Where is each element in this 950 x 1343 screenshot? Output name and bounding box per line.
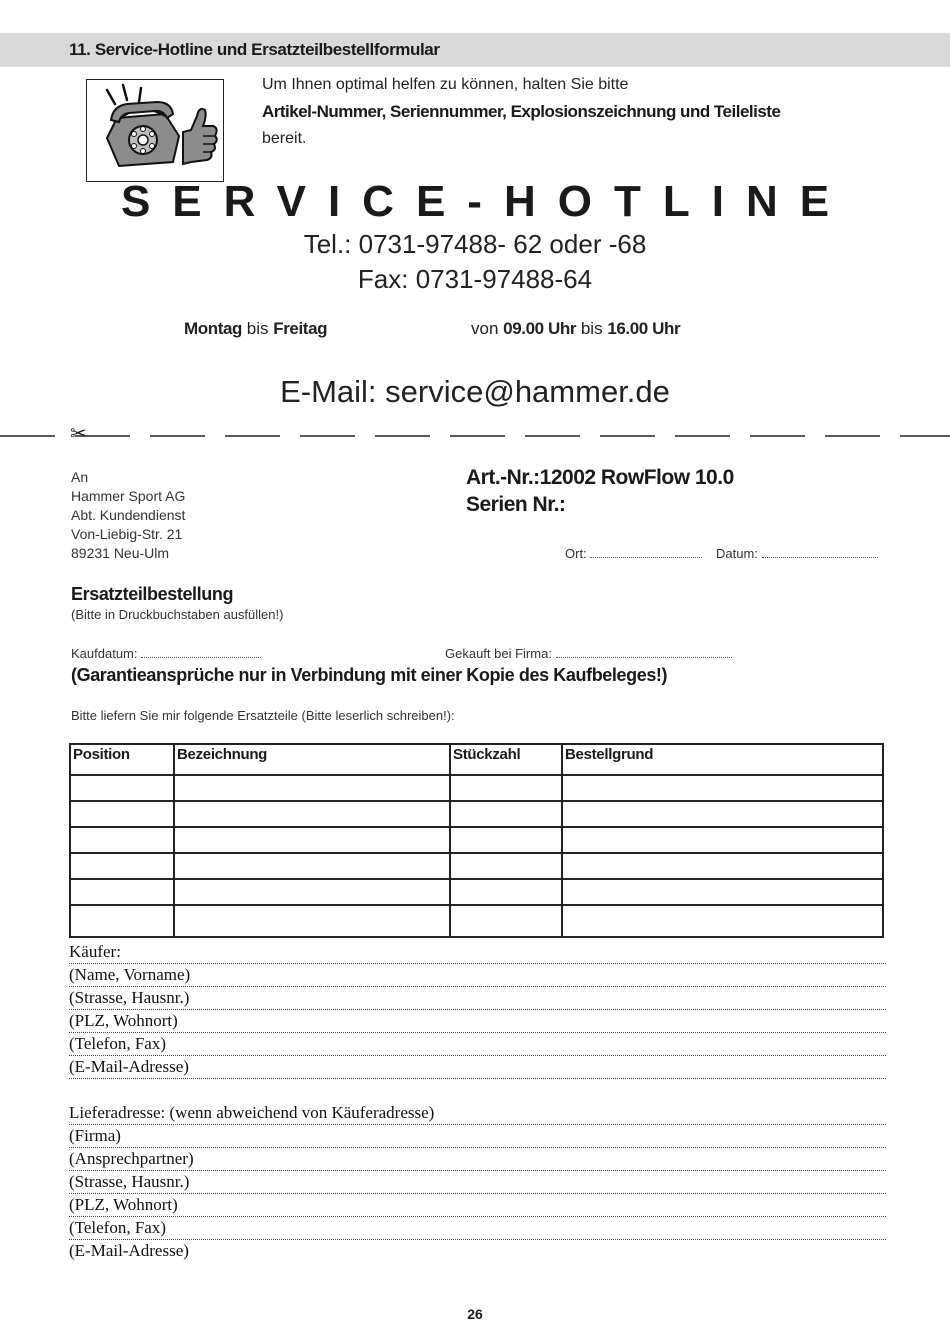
delivery-contact-field[interactable]: (Ansprechpartner) [69, 1148, 886, 1171]
firma-dots[interactable] [556, 648, 732, 658]
table-cell[interactable] [174, 879, 450, 905]
table-cell[interactable] [562, 801, 883, 827]
buyer-heading[interactable]: Käufer: [69, 941, 886, 964]
address-line: Abt. Kundendienst [71, 507, 186, 523]
table-cell[interactable] [174, 853, 450, 879]
delivery-company-field[interactable]: (Firma) [69, 1125, 886, 1148]
order-instruction: Bitte liefern Sie mir folgende Ersatzteile (Bitte leserlich schreiben!): [71, 708, 455, 723]
table-cell[interactable] [70, 905, 174, 937]
cut-line [0, 428, 950, 444]
col-bezeichnung: Bezeichnung [174, 744, 450, 775]
table-cell[interactable] [174, 775, 450, 801]
hotline-email: E-Mail: service@hammer.de [280, 374, 670, 409]
firma-field[interactable] [445, 646, 732, 661]
col-position: Position [70, 744, 174, 775]
hours-day-to: Freitag [273, 319, 328, 338]
table-cell[interactable] [70, 775, 174, 801]
table-cell[interactable] [450, 775, 562, 801]
table-row [70, 853, 883, 879]
buyer-name-field[interactable]: (Name, Vorname) [69, 964, 886, 987]
table-cell[interactable] [562, 879, 883, 905]
table-cell[interactable] [450, 879, 562, 905]
hours-days [184, 319, 327, 339]
serial-number-label: Serien Nr.: [466, 493, 566, 516]
intro-line-3: bereit. [262, 130, 307, 147]
address-line: An [71, 469, 89, 485]
table-cell[interactable] [450, 853, 562, 879]
hours-time-to: 16.00 Uhr [607, 319, 681, 338]
firma-label: Gekauft bei Firma: [445, 646, 552, 661]
hours-time-from: 09.00 Uhr [503, 319, 577, 338]
ort-dots[interactable] [590, 548, 702, 558]
table-cell[interactable] [70, 827, 174, 853]
buyer-phone-field[interactable]: (Telefon, Fax) [69, 1033, 886, 1056]
hotline-title: SERVICE-HOTLINE [120, 177, 852, 226]
datum-dots[interactable] [762, 548, 878, 558]
table-row [70, 775, 883, 801]
table-cell[interactable] [450, 905, 562, 937]
kaufdatum-field[interactable] [71, 646, 261, 661]
section-title: 11. Service-Hotline und Ersatzteilbestellformular [69, 40, 440, 59]
table-cell[interactable] [70, 853, 174, 879]
table-row [70, 879, 883, 905]
address-line: Von-Liebig-Str. 21 [71, 526, 183, 542]
intro-line-1: Um Ihnen optimal helfen zu können, halten Sie bitte [262, 76, 629, 93]
table-cell[interactable] [450, 827, 562, 853]
order-subtitle: (Bitte in Druckbuchstaben ausfüllen!) [71, 607, 284, 622]
col-bestellgrund: Bestellgrund [562, 744, 883, 775]
order-title: Ersatzteilbestellung [71, 584, 234, 604]
buyer-email-field[interactable]: (E-Mail-Adresse) [69, 1056, 886, 1079]
parts-table [69, 743, 884, 938]
table-cell[interactable] [562, 827, 883, 853]
address-line: 89231 Neu-Ulm [71, 545, 170, 561]
datum-label: Datum: [716, 546, 758, 561]
hours-bis-1: bis [246, 319, 269, 338]
buyer-city-field[interactable]: (PLZ, Wohnort) [69, 1010, 886, 1033]
article-number: Art.-Nr.:12002 RowFlow 10.0 [466, 466, 734, 489]
table-row [70, 827, 883, 853]
table-cell[interactable] [174, 905, 450, 937]
delivery-city-field[interactable]: (PLZ, Wohnort) [69, 1194, 886, 1217]
hotline-fax: Fax: 0731-97488-64 [357, 264, 593, 294]
scissors-icon: ✂ [70, 423, 87, 445]
delivery-phone-field[interactable]: (Telefon, Fax) [69, 1217, 886, 1240]
table-cell[interactable] [562, 853, 883, 879]
table-row [70, 801, 883, 827]
address-line: Hammer Sport AG [71, 488, 186, 504]
phone-thumbs-up-icon [87, 80, 222, 180]
address-block [71, 468, 185, 563]
hours-day-from: Montag [184, 319, 243, 338]
ort-field[interactable] [565, 546, 702, 561]
ort-label: Ort: [565, 546, 587, 561]
hours-bis-2: bis [580, 319, 603, 338]
service-logo [86, 79, 224, 182]
hotline-tel: Tel.: 0731-97488- 62 oder -68 [303, 229, 647, 259]
table-cell[interactable] [450, 801, 562, 827]
table-cell[interactable] [70, 801, 174, 827]
intro-line-2: Artikel-Nummer, Seriennummer, Explosionszeichnung und Teileliste [262, 102, 781, 121]
hours-times [471, 319, 680, 339]
delivery-street-field[interactable]: (Strasse, Hausnr.) [69, 1171, 886, 1194]
delivery-email-field[interactable]: (E-Mail-Adresse) [69, 1241, 189, 1260]
table-cell[interactable] [562, 905, 883, 937]
page-number: 26 [467, 1306, 483, 1322]
datum-field[interactable] [716, 546, 878, 561]
table-cell[interactable] [70, 879, 174, 905]
table-cell[interactable] [562, 775, 883, 801]
warranty-note: (Garantieansprüche nur in Verbindung mit einer Kopie des Kaufbeleges!) [71, 665, 668, 685]
table-header-row [70, 744, 883, 775]
buyer-street-field[interactable]: (Strasse, Hausnr.) [69, 987, 886, 1010]
kaufdatum-label: Kaufdatum: [71, 646, 138, 661]
table-cell[interactable] [174, 827, 450, 853]
hours-von: von [471, 319, 499, 338]
table-cell[interactable] [174, 801, 450, 827]
kaufdatum-dots[interactable] [141, 648, 261, 658]
delivery-heading[interactable]: Lieferadresse: (wenn abweichend von Käuferadresse) [69, 1102, 886, 1125]
col-stueckzahl: Stückzahl [450, 744, 562, 775]
table-row [70, 905, 883, 937]
